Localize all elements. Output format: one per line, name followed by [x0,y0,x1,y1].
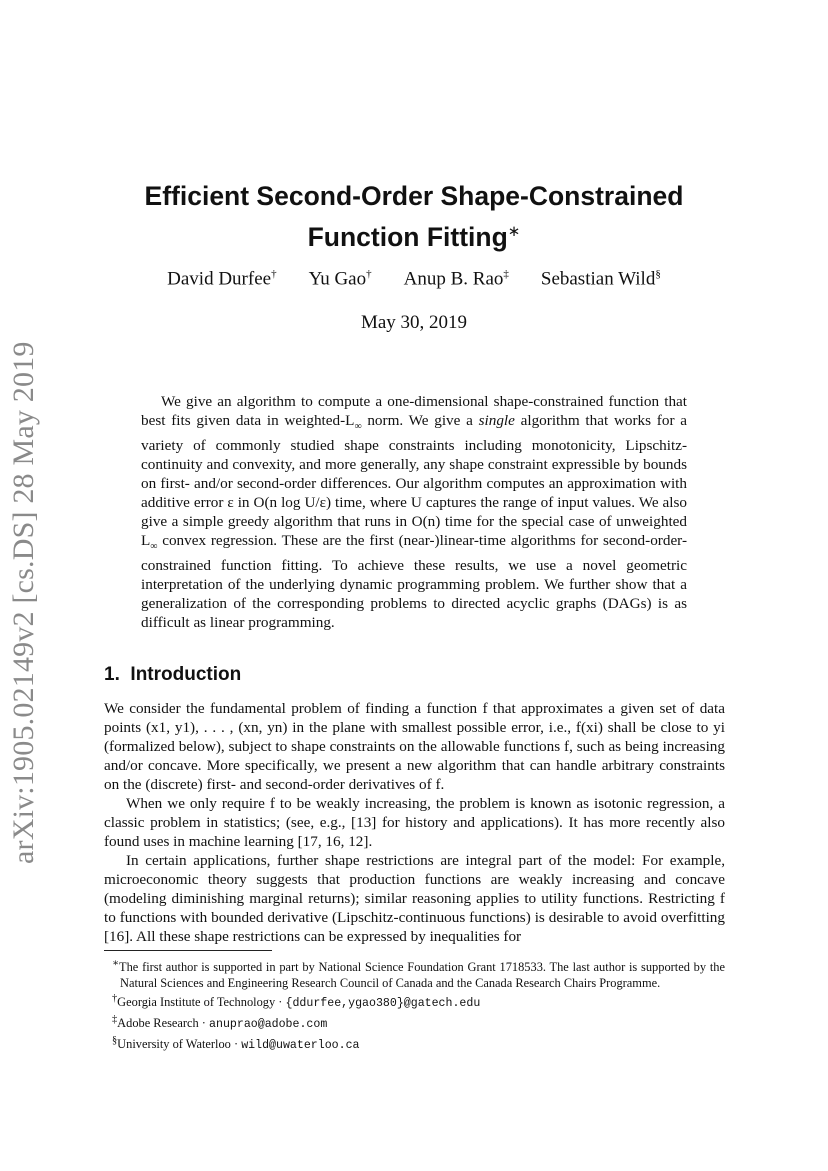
footnote: ∗The first author is supported in part by National Science Foundation Grant 1718533. The last author is supported by the Natural Sciences and Engineering Research Council of Canada and the Canada Research Chairs Programme. [112,958,725,991]
email-link[interactable]: {ddurfee,ygao380}@gatech.edu [285,997,481,1011]
title-line-2 [100,214,728,255]
infinity-subscript: ∞ [150,541,158,553]
title-footnote-mark: ∗ [507,224,521,240]
emphasis: single [478,412,515,429]
footnote: §University of Waterloo · wild@uwaterloo.ca [112,1035,360,1053]
section-title: Introduction [130,664,242,685]
paragraph: In certain applications, further shape restrictions are integral part of the model: For example, microeconomic theory suggests that production functions are weakly increasing and concave (modeling diminishing marginal returns); similar reasoning applies to utility functions. Restricting f to functions with bounded derivative (Lipschitz-continuous functions) is desirable to avoid overfitting [16]. All these shape restrictions can be expressed by inequalities for [104,852,725,945]
introduction-body [104,699,725,946]
email-link[interactable]: anuprao@adobe.com [209,1018,328,1032]
footnote-rule [104,950,272,951]
section-number: 1. [104,664,120,685]
arxiv-identifier-stamp: arXiv:1905.02149v2 [cs.DS] 28 May 2019 [7,341,40,865]
author: Yu Gao† [308,268,372,290]
author: Sebastian Wild§ [540,268,661,290]
email-link[interactable]: wild@uwaterloo.ca [241,1039,360,1053]
abstract: We give an algorithm to compute a one-dimensional shape-constrained function that best fits given data in weighted-$L_\infty$ norm. We give a single algorithm that works for a variety of commonly studied shape constraints including monotonicity, Lipschitz-continuity and convexity, and more generally, any shape constraint expressible by bounds on first- and/or second-order differences. Our algorithm computes an approximation with additive error ε in O(n log U/ε) time, where U captures the range of input values. We also give a simple greedy algorithm that runs in O(n) time for the special case of unweighted $L_\infty$ convex regression. These are the first (near-)linear-time algorithms for second-order-constrained function fitting. To achieve these results, we use a novel geometric interpretation of the underlying dynamic programming problem. We further show that a generalization of the corresponding problems to directed acyclic graphs (DAGs) is as difficult as linear programming. [141,393,687,632]
footnote: ‡Adobe Research · anuprao@adobe.com [112,1014,328,1032]
publication-date: May 30, 2019 [360,312,468,333]
author: David Durfee† [167,268,277,290]
footnote: †Georgia Institute of Technology · {ddurfee,ygao380}@gatech.edu [112,993,481,1011]
paragraph: When we only require f to be weakly increasing, the problem is known as isotonic regression, a classic problem in statistics; (see, e.g., [13] for history and applications). It has more recently also found uses in machine learning [17, 16, 12]. [104,795,725,850]
paragraph: We consider the fundamental problem of finding a function f that approximates a given set of data points (x1, y1), . . . , (xn, yn) in the plane with smallest possible error, i.e., f(xi) shall be close to yi (formalized below), subject to shape constraints on the allowable functions f, such as being increasing and/or concave. More specifically, we present a new algorithm that can handle arbitrary constraints on the (discrete) first- and second-order derivatives of f. [104,700,725,793]
paper-title [100,178,728,255]
author-list [100,268,728,290]
title-line-1: Efficient Second-Order Shape-Constrained [144,181,684,211]
infinity-subscript: ∞ [354,421,362,433]
footnotes [104,956,725,1055]
section-heading [104,664,241,686]
title-line-2-text: Function Fitting [307,221,508,252]
author: Anup B. Rao‡ [403,268,509,290]
